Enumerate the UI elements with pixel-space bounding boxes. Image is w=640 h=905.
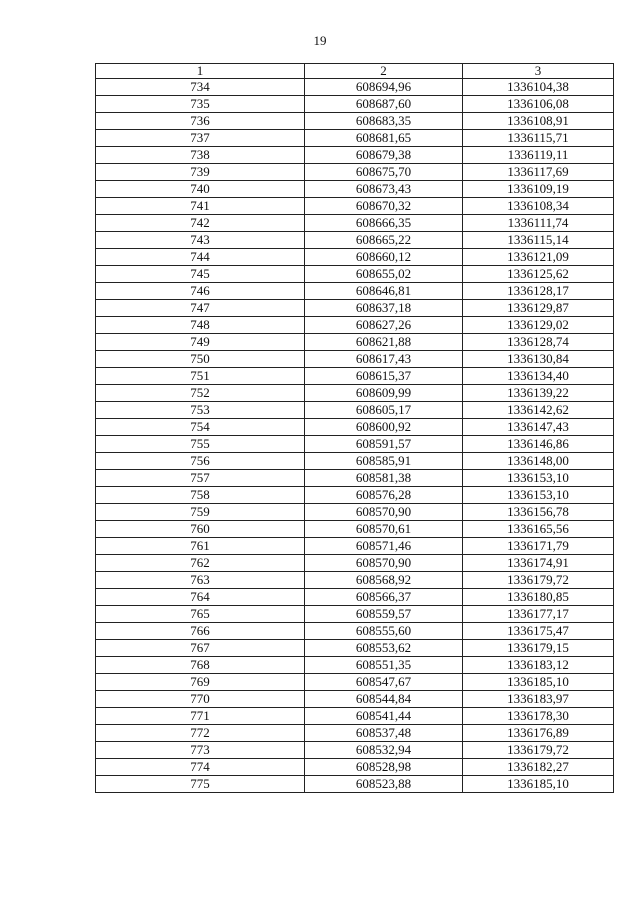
y-coordinate-cell: 1336182,27 (463, 759, 614, 776)
point-number-cell: 751 (96, 368, 305, 385)
y-coordinate-cell: 1336174,91 (463, 555, 614, 572)
x-coordinate-cell: 608665,22 (305, 232, 463, 249)
y-coordinate-cell: 1336125,62 (463, 266, 614, 283)
table-row (96, 249, 614, 266)
y-coordinate-cell: 1336171,79 (463, 538, 614, 555)
y-coordinate-cell: 1336183,12 (463, 657, 614, 674)
point-number-cell: 767 (96, 640, 305, 657)
point-number-cell: 748 (96, 317, 305, 334)
page-number: 19 (313, 33, 327, 48)
x-coordinate-cell: 608591,57 (305, 436, 463, 453)
x-coordinate-cell: 608553,62 (305, 640, 463, 657)
table-header-row (96, 64, 614, 79)
table-row (96, 147, 614, 164)
y-coordinate-cell: 1336175,47 (463, 623, 614, 640)
y-coordinate-cell: 1336129,87 (463, 300, 614, 317)
point-number-cell: 756 (96, 453, 305, 470)
table-row (96, 232, 614, 249)
y-coordinate-cell: 1336134,40 (463, 368, 614, 385)
y-coordinate-cell: 1336165,56 (463, 521, 614, 538)
table-row (96, 674, 614, 691)
table-row (96, 657, 614, 674)
table-row (96, 776, 614, 793)
y-coordinate-cell: 1336176,89 (463, 725, 614, 742)
x-coordinate-cell: 608585,91 (305, 453, 463, 470)
point-number-cell: 735 (96, 96, 305, 113)
x-coordinate-cell: 608571,46 (305, 538, 463, 555)
point-number-cell: 775 (96, 776, 305, 793)
table-row (96, 198, 614, 215)
table-row (96, 79, 614, 96)
x-coordinate-cell: 608670,32 (305, 198, 463, 215)
table-row (96, 453, 614, 470)
y-coordinate-cell: 1336108,34 (463, 198, 614, 215)
x-coordinate-cell: 608609,99 (305, 385, 463, 402)
x-coordinate-cell: 608646,81 (305, 283, 463, 300)
point-number-cell: 742 (96, 215, 305, 232)
table-row (96, 691, 614, 708)
x-coordinate-cell: 608615,37 (305, 368, 463, 385)
y-coordinate-cell: 1336139,22 (463, 385, 614, 402)
x-coordinate-cell: 608532,94 (305, 742, 463, 759)
table-row (96, 640, 614, 657)
point-number-cell: 764 (96, 589, 305, 606)
x-coordinate-cell: 608681,65 (305, 130, 463, 147)
point-number-cell: 760 (96, 521, 305, 538)
point-number-cell: 769 (96, 674, 305, 691)
y-coordinate-cell: 1336121,09 (463, 249, 614, 266)
y-coordinate-cell: 1336115,14 (463, 232, 614, 249)
table-row (96, 555, 614, 572)
y-coordinate-cell: 1336128,74 (463, 334, 614, 351)
y-coordinate-cell: 1336104,38 (463, 79, 614, 96)
point-number-cell: 739 (96, 164, 305, 181)
y-coordinate-cell: 1336117,69 (463, 164, 614, 181)
point-number-cell: 749 (96, 334, 305, 351)
x-coordinate-cell: 608600,92 (305, 419, 463, 436)
column-header-2: 2 (305, 64, 463, 79)
x-coordinate-cell: 608541,44 (305, 708, 463, 725)
x-coordinate-cell: 608655,02 (305, 266, 463, 283)
column-header-3: 3 (463, 64, 614, 79)
y-coordinate-cell: 1336183,97 (463, 691, 614, 708)
y-coordinate-cell: 1336148,00 (463, 453, 614, 470)
point-number-cell: 743 (96, 232, 305, 249)
y-coordinate-cell: 1336106,08 (463, 96, 614, 113)
table-row (96, 113, 614, 130)
y-coordinate-cell: 1336180,85 (463, 589, 614, 606)
y-coordinate-cell: 1336115,71 (463, 130, 614, 147)
table-row (96, 589, 614, 606)
table-row (96, 181, 614, 198)
point-number-cell: 753 (96, 402, 305, 419)
table-row (96, 402, 614, 419)
y-coordinate-cell: 1336185,10 (463, 776, 614, 793)
point-number-cell: 747 (96, 300, 305, 317)
table-row (96, 334, 614, 351)
x-coordinate-cell: 608523,88 (305, 776, 463, 793)
table-row (96, 538, 614, 555)
point-number-cell: 772 (96, 725, 305, 742)
x-coordinate-cell: 608581,38 (305, 470, 463, 487)
y-coordinate-cell: 1336147,43 (463, 419, 614, 436)
table-row (96, 300, 614, 317)
table-row (96, 317, 614, 334)
x-coordinate-cell: 608551,35 (305, 657, 463, 674)
table-row (96, 164, 614, 181)
table-row (96, 130, 614, 147)
point-number-cell: 736 (96, 113, 305, 130)
x-coordinate-cell: 608687,60 (305, 96, 463, 113)
table-row (96, 96, 614, 113)
x-coordinate-cell: 608660,12 (305, 249, 463, 266)
y-coordinate-cell: 1336111,74 (463, 215, 614, 232)
point-number-cell: 740 (96, 181, 305, 198)
x-coordinate-cell: 608679,38 (305, 147, 463, 164)
point-number-cell: 771 (96, 708, 305, 725)
y-coordinate-cell: 1336153,10 (463, 487, 614, 504)
table-row (96, 385, 614, 402)
table-row (96, 572, 614, 589)
x-coordinate-cell: 608547,67 (305, 674, 463, 691)
y-coordinate-cell: 1336142,62 (463, 402, 614, 419)
y-coordinate-cell: 1336146,86 (463, 436, 614, 453)
point-number-cell: 754 (96, 419, 305, 436)
point-number-cell: 746 (96, 283, 305, 300)
table-row (96, 368, 614, 385)
point-number-cell: 752 (96, 385, 305, 402)
x-coordinate-cell: 608570,90 (305, 555, 463, 572)
point-number-cell: 762 (96, 555, 305, 572)
x-coordinate-cell: 608528,98 (305, 759, 463, 776)
table-row (96, 504, 614, 521)
y-coordinate-cell: 1336128,17 (463, 283, 614, 300)
point-number-cell: 765 (96, 606, 305, 623)
table-row (96, 470, 614, 487)
table-row (96, 419, 614, 436)
point-number-cell: 766 (96, 623, 305, 640)
y-coordinate-cell: 1336153,10 (463, 470, 614, 487)
x-coordinate-cell: 608555,60 (305, 623, 463, 640)
x-coordinate-cell: 608673,43 (305, 181, 463, 198)
table-body (96, 79, 614, 793)
point-number-cell: 758 (96, 487, 305, 504)
point-number-cell: 744 (96, 249, 305, 266)
y-coordinate-cell: 1336109,19 (463, 181, 614, 198)
point-number-cell: 774 (96, 759, 305, 776)
x-coordinate-cell: 608617,43 (305, 351, 463, 368)
y-coordinate-cell: 1336179,72 (463, 572, 614, 589)
x-coordinate-cell: 608683,35 (305, 113, 463, 130)
point-number-cell: 773 (96, 742, 305, 759)
y-coordinate-cell: 1336178,30 (463, 708, 614, 725)
y-coordinate-cell: 1336179,15 (463, 640, 614, 657)
point-number-cell: 738 (96, 147, 305, 164)
x-coordinate-cell: 608576,28 (305, 487, 463, 504)
y-coordinate-cell: 1336177,17 (463, 606, 614, 623)
point-number-cell: 763 (96, 572, 305, 589)
y-coordinate-cell: 1336156,78 (463, 504, 614, 521)
x-coordinate-cell: 608544,84 (305, 691, 463, 708)
y-coordinate-cell: 1336119,11 (463, 147, 614, 164)
table-row (96, 266, 614, 283)
table-row (96, 436, 614, 453)
table-row (96, 606, 614, 623)
point-number-cell: 741 (96, 198, 305, 215)
y-coordinate-cell: 1336185,10 (463, 674, 614, 691)
point-number-cell: 737 (96, 130, 305, 147)
point-number-cell: 759 (96, 504, 305, 521)
x-coordinate-cell: 608570,61 (305, 521, 463, 538)
y-coordinate-cell: 1336130,84 (463, 351, 614, 368)
coordinates-table (95, 63, 614, 793)
point-number-cell: 757 (96, 470, 305, 487)
point-number-cell: 770 (96, 691, 305, 708)
table-row (96, 521, 614, 538)
x-coordinate-cell: 608675,70 (305, 164, 463, 181)
point-number-cell: 745 (96, 266, 305, 283)
table-row (96, 742, 614, 759)
x-coordinate-cell: 608694,96 (305, 79, 463, 96)
table-row (96, 708, 614, 725)
table-row (96, 487, 614, 504)
point-number-cell: 734 (96, 79, 305, 96)
x-coordinate-cell: 608637,18 (305, 300, 463, 317)
x-coordinate-cell: 608568,92 (305, 572, 463, 589)
table-row (96, 283, 614, 300)
point-number-cell: 768 (96, 657, 305, 674)
y-coordinate-cell: 1336129,02 (463, 317, 614, 334)
table-row (96, 725, 614, 742)
x-coordinate-cell: 608570,90 (305, 504, 463, 521)
x-coordinate-cell: 608666,35 (305, 215, 463, 232)
point-number-cell: 755 (96, 436, 305, 453)
point-number-cell: 750 (96, 351, 305, 368)
y-coordinate-cell: 1336108,91 (463, 113, 614, 130)
column-header-1: 1 (96, 64, 305, 79)
x-coordinate-cell: 608537,48 (305, 725, 463, 742)
point-number-cell: 761 (96, 538, 305, 555)
table-row (96, 759, 614, 776)
table-row (96, 215, 614, 232)
table-row (96, 351, 614, 368)
x-coordinate-cell: 608566,37 (305, 589, 463, 606)
table-row (96, 623, 614, 640)
y-coordinate-cell: 1336179,72 (463, 742, 614, 759)
x-coordinate-cell: 608559,57 (305, 606, 463, 623)
x-coordinate-cell: 608605,17 (305, 402, 463, 419)
x-coordinate-cell: 608621,88 (305, 334, 463, 351)
x-coordinate-cell: 608627,26 (305, 317, 463, 334)
